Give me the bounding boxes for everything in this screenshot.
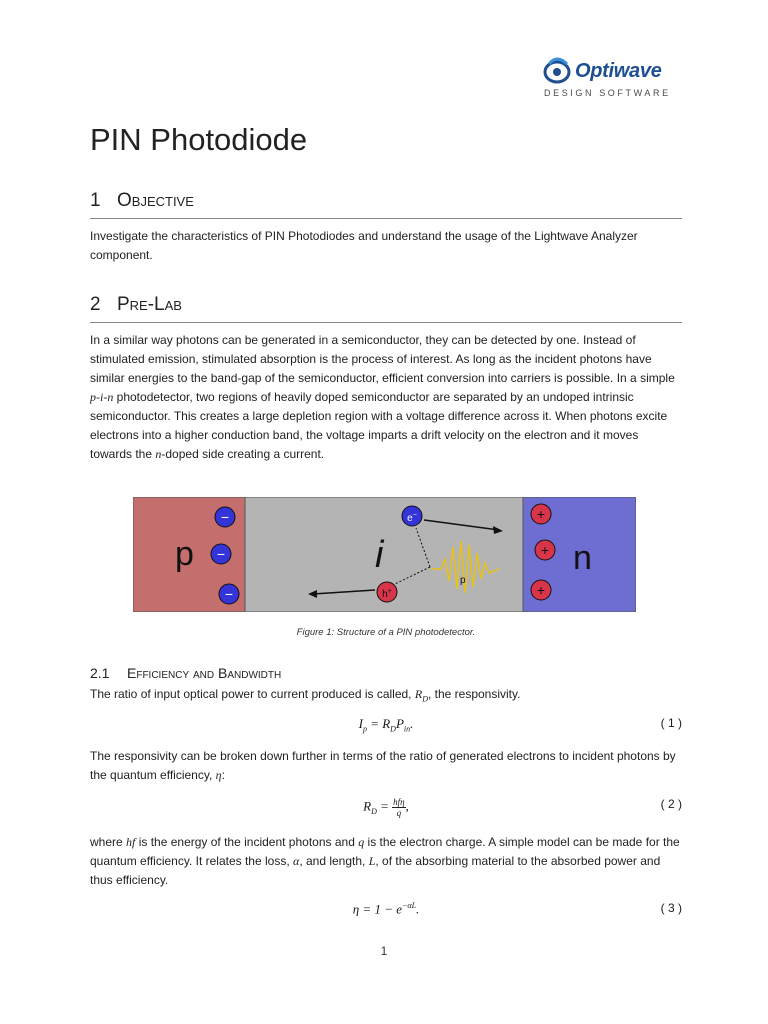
- plus-sign: +: [540, 542, 550, 558]
- equation-expression: $R_D$ = $\frac{\text{hfη}}{q}$ ,: [363, 797, 409, 818]
- section-heading-prelab: [90, 294, 682, 323]
- logo-wordmark: Optiwave: [575, 60, 662, 82]
- i-label: i: [375, 534, 384, 576]
- page-number: 1: [380, 944, 388, 958]
- n-label: n: [573, 539, 592, 577]
- equation-number: ( 3 ): [660, 901, 682, 915]
- quantum-efficiency-model-paragraph: where hf is the energy of the incident photons and q is the electron charge. A simple model can be made for the quantum efficiency. It relates the loss, α, and length, L, of the absorbing material to the absorbed power and thus efficiency.: [90, 835, 680, 887]
- section-title: Objective: [117, 190, 194, 211]
- section-heading-objective: [90, 190, 682, 219]
- photon-label: p: [460, 575, 466, 586]
- pin-term: p-i-n: [90, 390, 114, 404]
- minus-sign: −: [224, 586, 234, 602]
- subsection-heading: [90, 665, 281, 681]
- figure-caption: Figure 1: Structure of a PIN photodetector.: [296, 627, 476, 638]
- hole-label: h+: [382, 588, 392, 600]
- optiwave-logo: [543, 50, 675, 102]
- subsection-title: Efficiency and Bandwidth: [127, 665, 282, 681]
- equation-number: ( 2 ): [660, 797, 682, 811]
- plus-sign: +: [536, 506, 546, 522]
- optiwave-logo-icon: [543, 56, 573, 86]
- electron: [402, 506, 422, 526]
- equation-2: [90, 797, 682, 819]
- section-number: 1: [90, 190, 101, 211]
- prelab-paragraph: In a similar way photons can be generated in a semiconductor, they can be detected by one. Instead of stimulated emission, stimulated absorption is the process of interest. As long as the incident photons have similar energies to the band-gap of the semiconductor, efficient conversion into carriers is possible. In a simple p-i-n photodetector, two regions of heavily doped semiconductor are separated by an undoped intrinsic semiconductor. This creates a large depletion region with a voltage difference across it. When photons excite electrons into a higher conduction band, the voltage imparts a drift velocity on the electron and it moves towards the n-doped side creating a current.: [90, 333, 675, 461]
- page-title: PIN Photodiode: [90, 122, 308, 157]
- equation-1: [90, 716, 682, 738]
- section-number: 2: [90, 294, 101, 315]
- objective-paragraph: Investigate the characteristics of PIN Photodiodes and understand the usage of the Lightwave Analyzer component.: [90, 229, 638, 262]
- minus-sign: −: [220, 509, 230, 525]
- electron-label: e−: [407, 512, 417, 524]
- p-label: p: [175, 535, 194, 573]
- hole: [377, 582, 397, 602]
- n-term: n: [155, 447, 162, 461]
- equation-3: [90, 901, 682, 923]
- pin-structure-figure: [133, 497, 636, 612]
- equation-expression: $\eta = 1 - e^{-\alpha L}$.: [352, 901, 420, 917]
- minus-sign: −: [216, 546, 226, 562]
- subsection-number: 2.1: [90, 665, 110, 681]
- equation-number: ( 1 ): [660, 716, 682, 730]
- responsivity-paragraph: The ratio of input optical power to current produced is called, $R_D$, the responsivity.: [90, 687, 521, 704]
- logo-tagline: DESIGN SOFTWARE: [544, 88, 671, 98]
- equation-expression: $I_p = R_DP_{in}$.: [358, 716, 414, 734]
- quantum-efficiency-paragraph: The responsivity can be broken down further in terms of the ratio of generated electrons to incident photons by the quantum efficiency, η:: [90, 749, 676, 782]
- plus-sign: +: [536, 582, 546, 598]
- section-title: Pre-Lab: [117, 294, 182, 315]
